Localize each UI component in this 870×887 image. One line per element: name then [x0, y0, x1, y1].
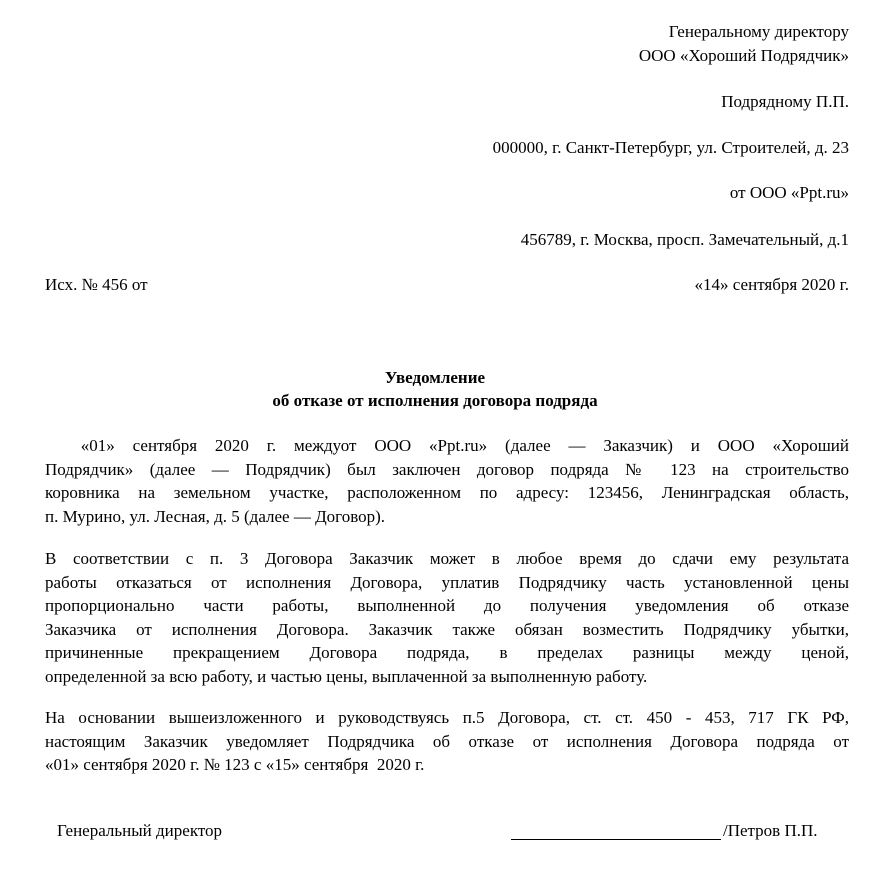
paragraph-contract-info: [45, 434, 849, 528]
paragraph-line: определенной за всю работу, и частью цены, выплаченной за выполненную работу.: [45, 666, 648, 686]
signature-position: Генеральный директор: [57, 821, 223, 840]
paragraph-line: п. Мурино, ул. Лесная, д. 5 (далее — Договор).: [45, 506, 386, 526]
paragraph-line: На основании вышеизложенного и руководствуясь п.5 Договора, ст. ст. 450 - 453, 717 ГК РФ,: [45, 708, 849, 727]
paragraph-line: коровника на земельном участке, расположенном по адресу: 123456, Ленинградская область,: [45, 483, 849, 503]
document-title: Уведомление: [384, 368, 486, 387]
addressee-person: Подрядному П.П.: [721, 92, 849, 111]
sender-company: от ООО «Ppt.ru»: [729, 183, 849, 202]
paragraph-line: Подрядчик» (далее — Подрядчик) был заключен договор подряда № 123 на строительство: [45, 459, 849, 479]
paragraph-line: работы отказаться от исполнения Договора, уплатив Подрядчику часть установленной цены: [45, 572, 849, 592]
paragraph-line: «01» сентября 2020 г. № 123 с «15» сентября 2020 г.: [45, 755, 425, 775]
paragraph-contract-terms: [45, 547, 849, 689]
paragraph-notice: [45, 706, 849, 777]
outgoing-number: Исх. № 456 от: [45, 275, 148, 294]
paragraph-line: причиненные прекращением Договора подряда, в пределах разницы между ценой,: [45, 643, 849, 663]
addressee-position: Генеральному директору: [668, 22, 849, 41]
outgoing-date: «14» сентября 2020 г.: [694, 275, 849, 294]
signature-underline: [511, 839, 721, 840]
sender-address: 456789, г. Москва, просп. Замечательный, д.1: [520, 230, 849, 249]
signature-name: /Петров П.П.: [723, 821, 818, 840]
document-subtitle: об отказе от исполнения договора подряда: [272, 391, 598, 410]
paragraph-line: пропорционально части работы, выполненной до получения уведомления об отказе: [45, 596, 849, 616]
paragraph-line: В соответствии с п. 3 Договора Заказчик может в любое время до сдачи ему результата: [45, 549, 849, 568]
paragraph-line: Заказчика от исполнения Договора. Заказчик также обязан возместить Подрядчику убытки,: [45, 619, 849, 639]
paragraph-line: «01» сентября 2020 г. междуот ООО «Ppt.ru» (далее — Заказчик) и ООО «Хороший: [45, 436, 849, 455]
addressee-company: ООО «Хороший Подрядчик»: [638, 46, 849, 65]
addressee-address: 000000, г. Санкт-Петербург, ул. Строителей, д. 23: [492, 138, 849, 157]
paragraph-line: настоящим Заказчик уведомляет Подрядчика об отказе от исполнения Договора подряда от: [45, 731, 849, 751]
